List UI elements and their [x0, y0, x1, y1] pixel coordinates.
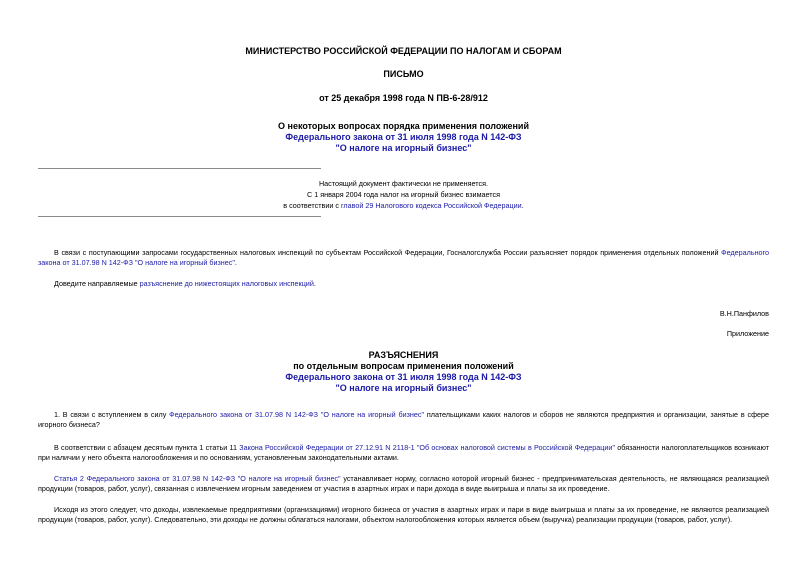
- explanations-subtitle: по отдельным вопросам применения положений: [293, 361, 514, 371]
- law-142fz-link-2[interactable]: Федерального закона от 31.07.98 N 142-ФЗ "О налоге на игорный бизнес": [169, 410, 425, 419]
- letter-p1-end: .: [234, 258, 237, 268]
- letter-p2-text: Доведите направляемые: [54, 279, 140, 288]
- ministry-heading: МИНИСТЕРСТВО РОССИЙСКОЙ ФЕДЕРАЦИИ ПО НАЛОГАМ И СБОРАМ: [245, 46, 562, 56]
- letter-paragraph-2: [38, 279, 769, 289]
- signature: В.Н.Панфилов: [719, 309, 769, 318]
- article2-law-142fz-link[interactable]: Статья 2 Федерального закона от 31.07.98 N 142-ФЗ "О налоге на игорный бизнес": [54, 474, 341, 483]
- appendix-label: Приложение: [726, 329, 769, 338]
- letter-p2-end: .: [313, 279, 316, 288]
- doc-title-line2[interactable]: Федерального закона от 31 июля 1998 года N 142-ФЗ: [285, 132, 522, 142]
- notice-line3-suffix: .: [521, 201, 524, 210]
- doc-title-line1: О некоторых вопросах порядка применения положений: [278, 121, 529, 131]
- notice-line3: [0, 201, 807, 211]
- explanation-1-text: 1. В связи с вступлением в силу: [54, 410, 170, 419]
- notice-line3-prefix: в соответствии с: [283, 201, 341, 210]
- doc-title-line3[interactable]: "О налоге на игорный бизнес": [335, 143, 472, 153]
- letter-paragraph-1: [38, 248, 769, 269]
- explanation-1-rest: плательщиками каких налогов и сборов не являются предприятия и организации, занятые в сфере игорного бизнеса?: [38, 410, 769, 430]
- explanations-law-name[interactable]: "О налоге на игорный бизнес": [335, 383, 472, 393]
- explanation-1: [38, 410, 769, 431]
- explanation-2: [38, 443, 769, 464]
- explanation-3-rest: устанавливает норму, согласно которой игорный бизнес - предпринимательская деятельность, не являющаяся реализацией продукции (товаров, работ, услуг), связанная с извлечением игорным заведением от участия в азартных играх и пари дохода в виде выигрыша и платы за их проведение.: [38, 474, 769, 494]
- explanations-title: РАЗЪЯСНЕНИЯ: [368, 350, 439, 360]
- notice-line1: Настоящий документ фактически не применяется.: [318, 179, 488, 188]
- law-2118-1-link[interactable]: Закона Российской Федерации от 27.12.91 N 2118-1 "Об основах налоговой системы в Российской Федерации": [239, 443, 615, 452]
- explanation-3: [38, 474, 769, 495]
- tax-code-chapter29-link[interactable]: главой 29 Налогового кодекса Российской Федерации: [340, 201, 522, 210]
- explanation-link[interactable]: разъяснение до нижестоящих налоговых инспекций: [139, 279, 314, 288]
- doc-date-number: от 25 декабря 1998 года N ПВ-6-28/912: [319, 93, 488, 103]
- notice-line2: С 1 января 2004 года налог на игорный бизнес взимается: [307, 190, 500, 199]
- law-142fz-link[interactable]: Федерального закона от 31.07.98 N 142-ФЗ "О налоге на игорный бизнес": [38, 248, 769, 268]
- divider-top: [38, 168, 321, 169]
- explanation-4: Исходя из этого следует, что доходы, извлекаемые предприятиями (организациями) игорного бизнеса от участия в азартных играх и пари в виде выигрыша и платы за их проведение, не являются реализацией продукции (товаров, работ, услуг). Следовательно, эти доходы не должны облагаться налогами, объектом налогообложения которых является объем (выручка) реализации продукции (товаров, работ, услуг).: [38, 505, 769, 525]
- doc-type-heading: ПИСЬМО: [383, 69, 424, 79]
- letter-p1-text: В связи с поступающими запросами государственных налоговых инспекций по субъектам Российской Федерации, Госналогслужба России разъясняет порядок применения отдельных положений: [54, 248, 722, 257]
- explanation-2-rest: обязанности налогоплательщиков возникают при наличии у него объекта налогообложения и по основаниям, установленным законодательными актами.: [38, 443, 769, 463]
- explanation-2-text: В соответствии с абзацем десятым пункта 1 статьи 11: [54, 443, 240, 452]
- explanations-law-title[interactable]: Федерального закона от 31 июля 1998 года N 142-ФЗ: [285, 372, 522, 382]
- divider-bottom: [38, 216, 321, 217]
